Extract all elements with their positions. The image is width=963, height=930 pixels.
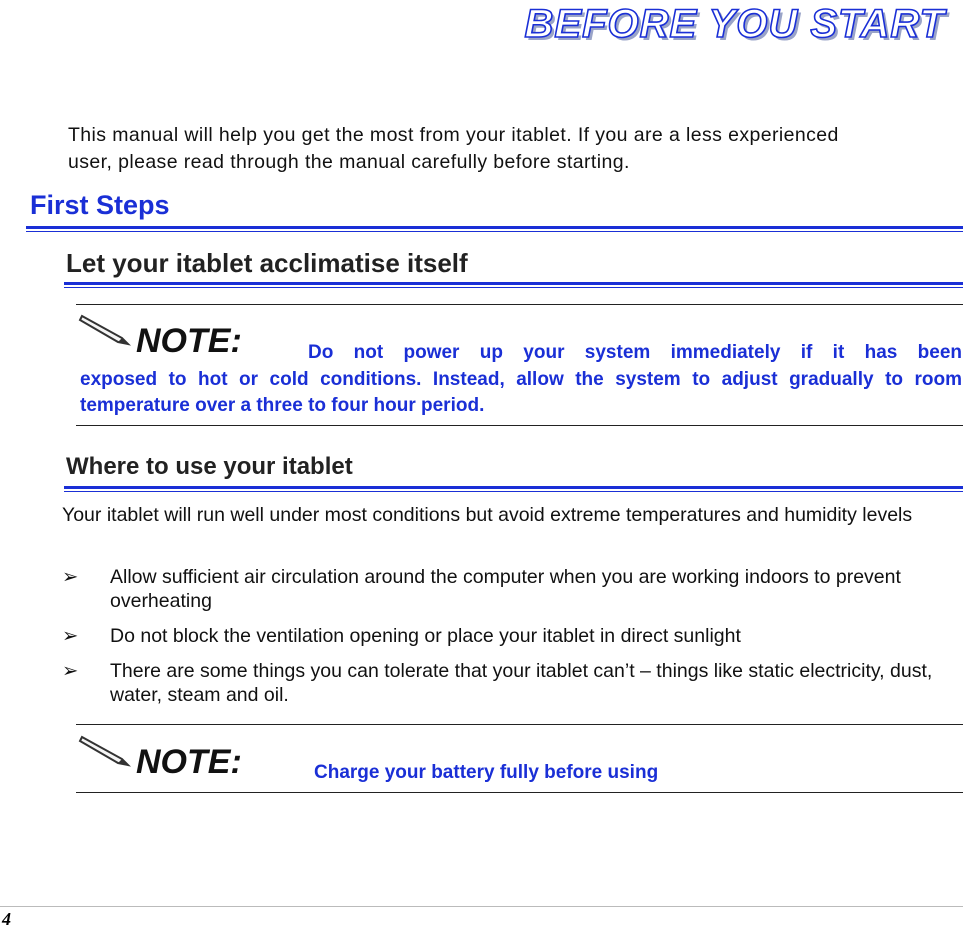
list-item [62, 624, 962, 650]
where-paragraph: Your itablet will run well under most conditions but avoid extreme temperatures and humidity levels [62, 504, 913, 526]
footer-rule [0, 906, 963, 907]
bullet-arrow-icon: ➢ [62, 625, 79, 647]
page-title: BEFORE YOU START [524, 2, 945, 46]
list-item-text: Allow sufficient air circulation around the computer when you are working indoors to prevent overheating [110, 566, 901, 612]
heading-rule [64, 282, 963, 288]
section-heading-first-steps: First Steps [30, 190, 170, 220]
subheading-acclimatise: Let your itablet acclimatise itself [66, 248, 468, 278]
heading-rule [64, 486, 963, 492]
note-label-icon [78, 731, 278, 783]
note-bottom-rule [76, 425, 963, 426]
note-label-text: NOTE: [136, 322, 242, 360]
note-line: exposed to hot or cold conditions. Instead, allow the system to adjust gradually [80, 368, 874, 390]
bullet-arrow-icon: ➢ [62, 566, 79, 588]
intro-paragraph: This manual will help you get the most from your itablet. If you are a less experienced user, please read through the manual carefully before starting. [68, 124, 839, 173]
note-line: Do not power up your system immediately if it has been [308, 342, 962, 363]
note-top-rule [76, 724, 963, 725]
bullet-arrow-icon: ➢ [62, 660, 79, 682]
note-charge-battery: Charge your battery fully before using [314, 762, 659, 783]
note-line: to room temperature over a three to four hour period. [80, 368, 962, 416]
note-top-rule [76, 304, 963, 305]
heading-rule [26, 226, 963, 232]
page-number: 4 [2, 909, 11, 929]
list-item [62, 565, 962, 615]
list-item-text: There are some things you can tolerate that your itablet can’t – things like static electricity, dust, water, steam and oil. [110, 660, 933, 706]
note-acclimatise [80, 340, 962, 420]
note-label-text: NOTE: [136, 743, 242, 781]
subheading-where-to-use: Where to use your itablet [66, 453, 353, 480]
note-bottom-rule [76, 792, 963, 793]
list-item-text: Do not block the ventilation opening or place your itablet in direct sunlight [110, 625, 741, 647]
list-item [62, 659, 962, 709]
